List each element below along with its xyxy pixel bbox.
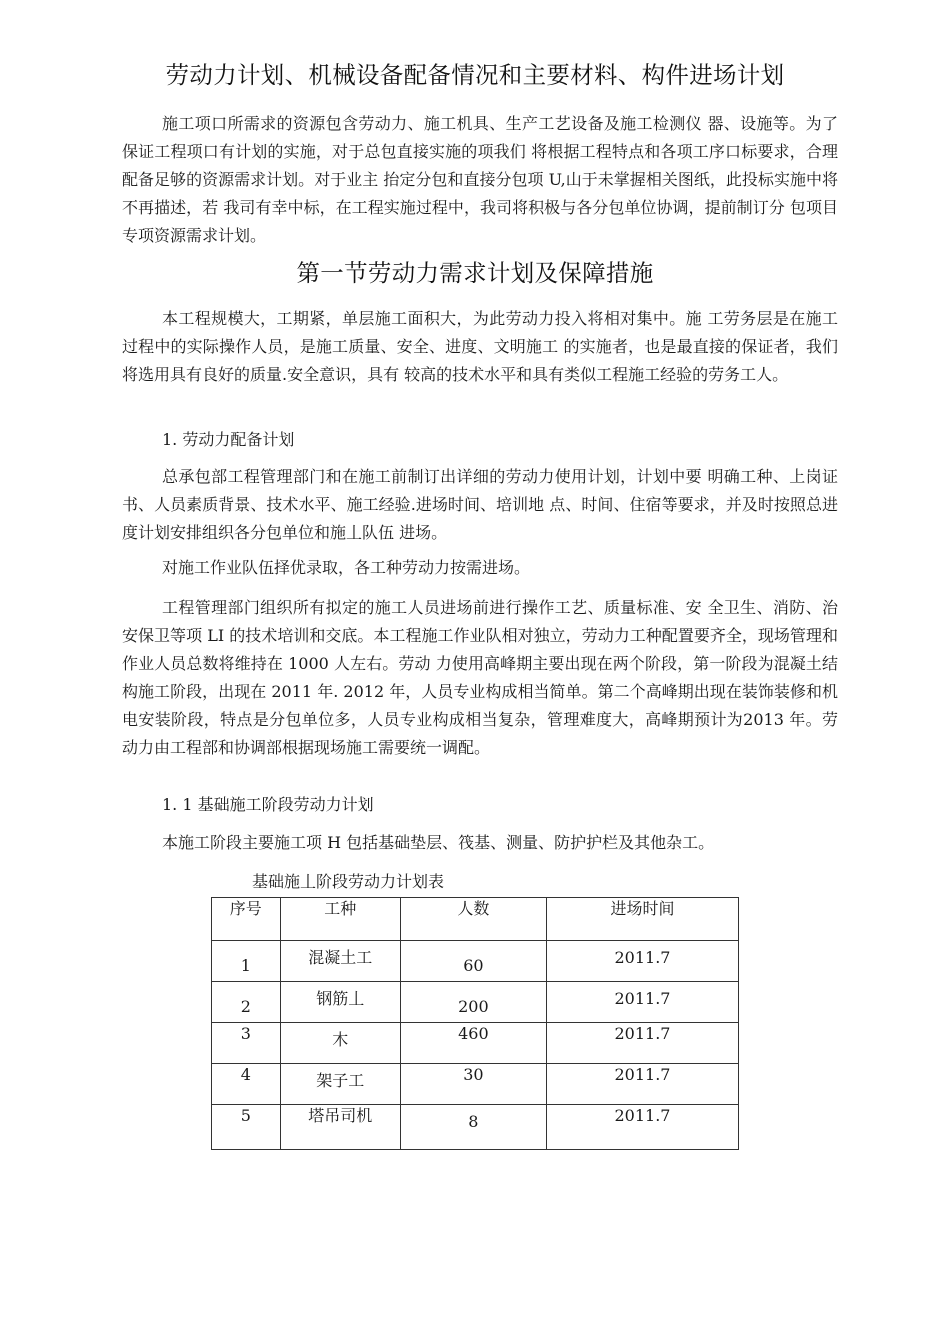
sub-paragraph-1: 本施工阶段主要施工项 H 包括基础垫层、筏基、测量、防护护栏及其他杂工。 [162, 833, 715, 852]
cell-date: 2011.7 [614, 948, 671, 967]
cell-type: 架子工 [316, 1071, 365, 1090]
item1-paragraph-2: 对施工作业队伍择优录取，各工种劳动力按需进场。 [162, 558, 531, 577]
section-intro-paragraph: 本工程规模大，工期紧，单层施工面积大，为此劳动力投入将相对集中。施 工劳务层是在施工过程中的实际操作人员，是施工质量、安全、进度、文明施工 的实施者，也是最直接的保证者，我们将选用具有良好的质量.安全意识，具有 较高的技术水平和具有类似工程施工经验的劳务工人。 [122, 309, 838, 384]
item1-heading: 1. 劳动力配备计划 [162, 430, 295, 449]
cell-no: 5 [240, 1106, 251, 1125]
cell-count: 30 [463, 1065, 484, 1084]
cell-type: 钢筋丄 [316, 989, 365, 1008]
cell-type: 木 [332, 1030, 349, 1049]
cell-count: 60 [463, 956, 484, 975]
sub-heading: 1. 1 基础施工阶段劳动力计划 [162, 795, 374, 814]
table-caption: 基础施丄阶段劳动力计划表 [252, 872, 445, 891]
item1-paragraph-3: 工程管理部门组织所有拟定的施工人员进场前进行操作工艺、质量标准、安 全卫生、消防、治安保卫等项 LI 的技术培训和交底。本工程施工作业队相对独立，劳动力工种配置要齐全，现场管理和作业人员总数将维持在 1000 人左右。劳动 力使用高峰期主要出现在两个阶段，第一阶段为混凝土结构施工阶段，出现在 2011 年. 2012 年，人员专业构成相当简单。第二个高峰期出现在装饰装修和机 电安装阶段，特点是分包单位多，人员专业构成相当复杂，管理难度大，高峰期预计为2013 年。劳动力由工程部和协调部根据现场施工需要统一调配。 [122, 598, 838, 757]
cell-no: 3 [240, 1024, 251, 1043]
table-row [212, 1105, 739, 1150]
cell-type: 塔吊司机 [308, 1106, 373, 1125]
cell-count: 460 [458, 1024, 489, 1043]
labor-plan-table [211, 897, 739, 1150]
intro-paragraph: 施工项口所需求的资源包含劳动力、施工机具、生产工艺设备及施工检测仪 器、设施等。为了保证工程项口有计划的实施，对于总包直接实施的项我们 将根据工程特点和各项工序口标要求，合理配备足够的资源需求计划。对于业主 抬定分包和直接分包项 U,山于未掌握相关图纸，此投标实施中将不再描述，若 我司有幸中标，在工程实施过程中，我司将积极与各分包单位协调，提前制订分 包项目专项资源需求计划。 [122, 114, 838, 245]
cell-no: 1 [240, 956, 251, 975]
header-no: 序号 [212, 898, 281, 941]
header-type: 工种 [280, 898, 400, 941]
cell-no: 2 [240, 997, 251, 1016]
table-row [212, 1023, 739, 1064]
section-title: 第一节劳动力需求计划及保障措施 [296, 259, 654, 287]
table-row [212, 982, 739, 1023]
cell-type: 混凝土工 [308, 948, 373, 967]
cell-date: 2011.7 [614, 989, 671, 1008]
header-count: 人数 [400, 898, 546, 941]
cell-date: 2011.7 [614, 1106, 671, 1125]
cell-no: 4 [240, 1065, 251, 1084]
cell-count: 200 [458, 997, 489, 1016]
table-row [212, 1064, 739, 1105]
cell-count: 8 [468, 1112, 479, 1131]
header-date: 进场时间 [546, 898, 738, 941]
page-title: 劳动力计划、机械设备配备情况和主要材料、构件进场计划 [165, 61, 785, 89]
item1-paragraph-1: 总承包部工程管理部门和在施工前制订出详细的劳动力使用计划，计划中要 明确工种、上岗证书、人员素质背景、技术水平、施工经验.进场时间、培训地 点、时间、住宿等要求，并及时按照总进度计划安排组织各分包单位和施丄队伍 进场。 [122, 467, 838, 542]
cell-date: 2011.7 [614, 1024, 671, 1043]
table-header-row [212, 898, 739, 941]
table-row [212, 941, 739, 982]
cell-date: 2011.7 [614, 1065, 671, 1084]
